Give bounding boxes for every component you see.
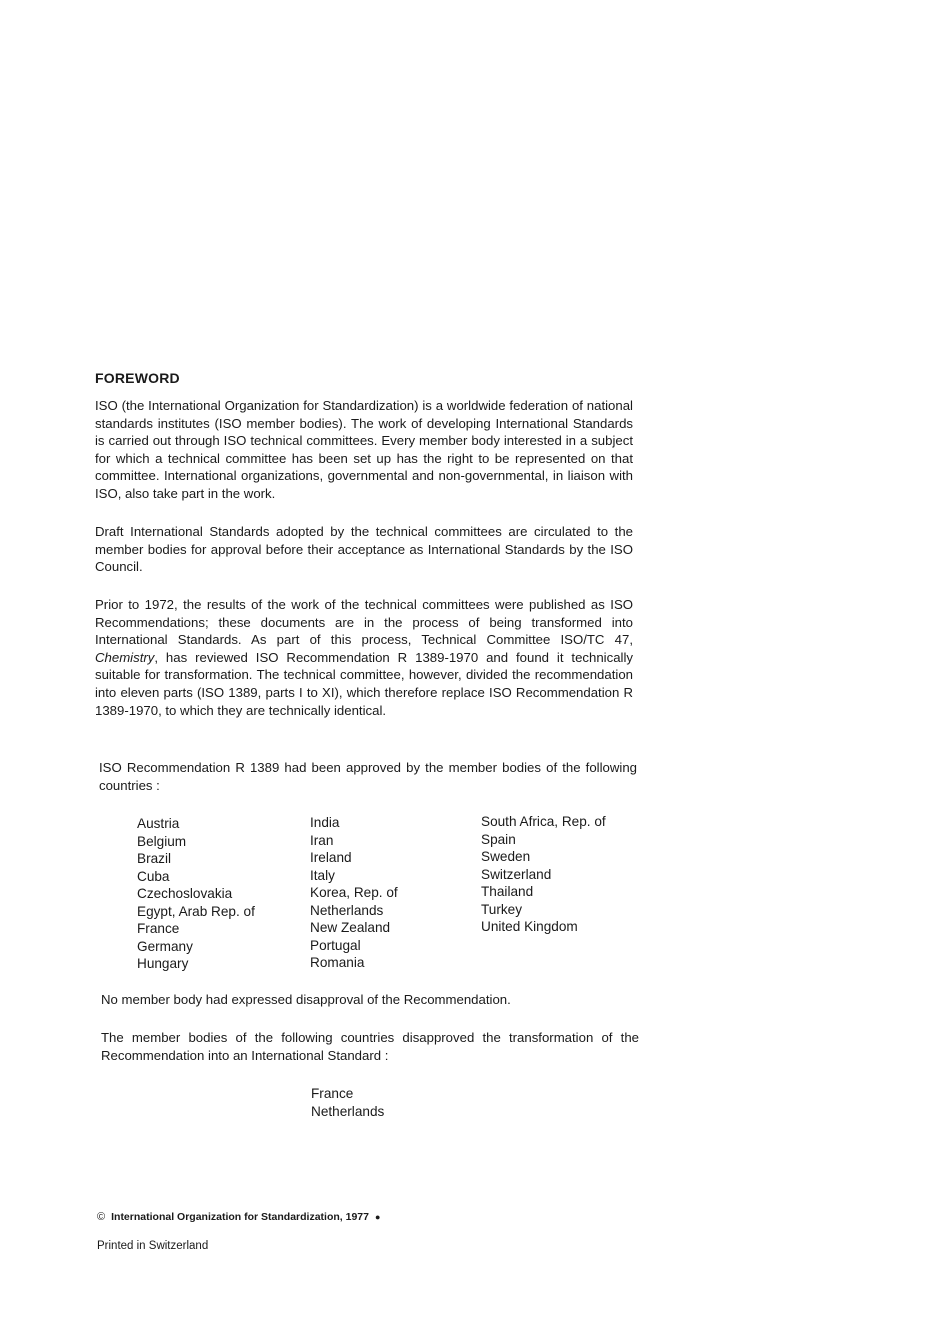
country-item: Hungary <box>137 956 189 971</box>
country-item: Portugal <box>310 937 361 953</box>
paragraph-no-disapproval: No member body had expressed disapproval of the Recommendation. <box>101 992 511 1007</box>
bullet-icon: ● <box>374 1212 381 1222</box>
country-item: India <box>310 815 340 830</box>
disapproving-countries-list <box>311 1085 384 1120</box>
country-item: United Kingdom <box>481 919 578 934</box>
country-item: Turkey <box>481 901 523 917</box>
paragraph-draft-standards: Draft International Standards adopted by the technical committees are circulated to the member bodies for approval before their acceptance as International Standards by the ISO Council. <box>95 524 633 575</box>
country-item: Switzerland <box>481 866 552 882</box>
copyright-icon: © <box>97 1211 106 1223</box>
country-item: Germany <box>137 938 193 954</box>
country-item: New Zealand <box>310 920 391 935</box>
country-item: Czechoslovakia <box>137 886 233 901</box>
country-item: France <box>137 921 180 936</box>
country-item: Cuba <box>137 868 170 884</box>
copyright-line <box>97 1211 380 1223</box>
country-item: Ireland <box>310 850 352 865</box>
country-item: Egypt, Arab Rep. of <box>137 903 255 919</box>
country-item: Thailand <box>481 884 534 899</box>
country-item: Austria <box>137 816 180 831</box>
country-item: Sweden <box>481 849 531 864</box>
country-item: Romania <box>310 955 365 970</box>
foreword-heading: FOREWORD <box>95 370 180 386</box>
p3-committee-name: Chemistry <box>95 649 155 665</box>
country-item: Iran <box>310 832 334 848</box>
country-item: Italy <box>310 867 335 883</box>
country-item: Belgium <box>137 833 187 849</box>
copyright-text: International Organization for Standardization, 1977 <box>111 1211 369 1223</box>
country-item: Netherlands <box>310 902 384 918</box>
country-item: Netherlands <box>311 1103 385 1119</box>
country-item: Korea, Rep. of <box>310 885 398 900</box>
country-list-column-2 <box>310 814 398 972</box>
paragraph-transformation-disapproval: The member bodies of the following countries disapproved the transformation of the Recommendation into an International Standard : <box>101 1030 639 1063</box>
country-list-column-1 <box>137 815 255 973</box>
paragraph-approving-countries: ISO Recommendation R 1389 had been approved by the member bodies of the following countries : <box>99 760 637 793</box>
country-item: Brazil <box>137 851 171 866</box>
p3-text-after: , has reviewed ISO Recommendation R 1389-1970 and found it technically suitable for transformation. The technical committee, however, divided the recommendation into eleven parts (ISO 1389, parts I to XI), which therefore replace ISO Recommendation R 1389-1970, to which they are technically identical. <box>95 649 633 718</box>
p3-text-before: Prior to 1972, the results of the work of the technical committees were published as ISO Recommendations; these documents are in the process of being transformed into International Standards. As part of this process, Technical Committee ISO/TC 47, <box>95 597 633 648</box>
printed-in-note: Printed in Switzerland <box>97 1240 209 1252</box>
country-item: France <box>311 1086 354 1101</box>
paragraph-iso-intro: ISO (the International Organization for Standardization) is a worldwide federation of national standards institutes (ISO member bodies). The work of developing International Standards is carried out through ISO technical committees. Every member body interested in a subject for which a technical committee has been set up has the right to be represented on that committee. International organizations, governmental and non-governmental, in liaison with ISO, also take part in the work. <box>95 398 633 501</box>
country-item: Spain <box>481 831 516 847</box>
paragraph-recommendation-history <box>95 596 633 719</box>
country-item: South Africa, Rep. of <box>481 814 606 829</box>
country-list-column-3 <box>481 813 606 936</box>
